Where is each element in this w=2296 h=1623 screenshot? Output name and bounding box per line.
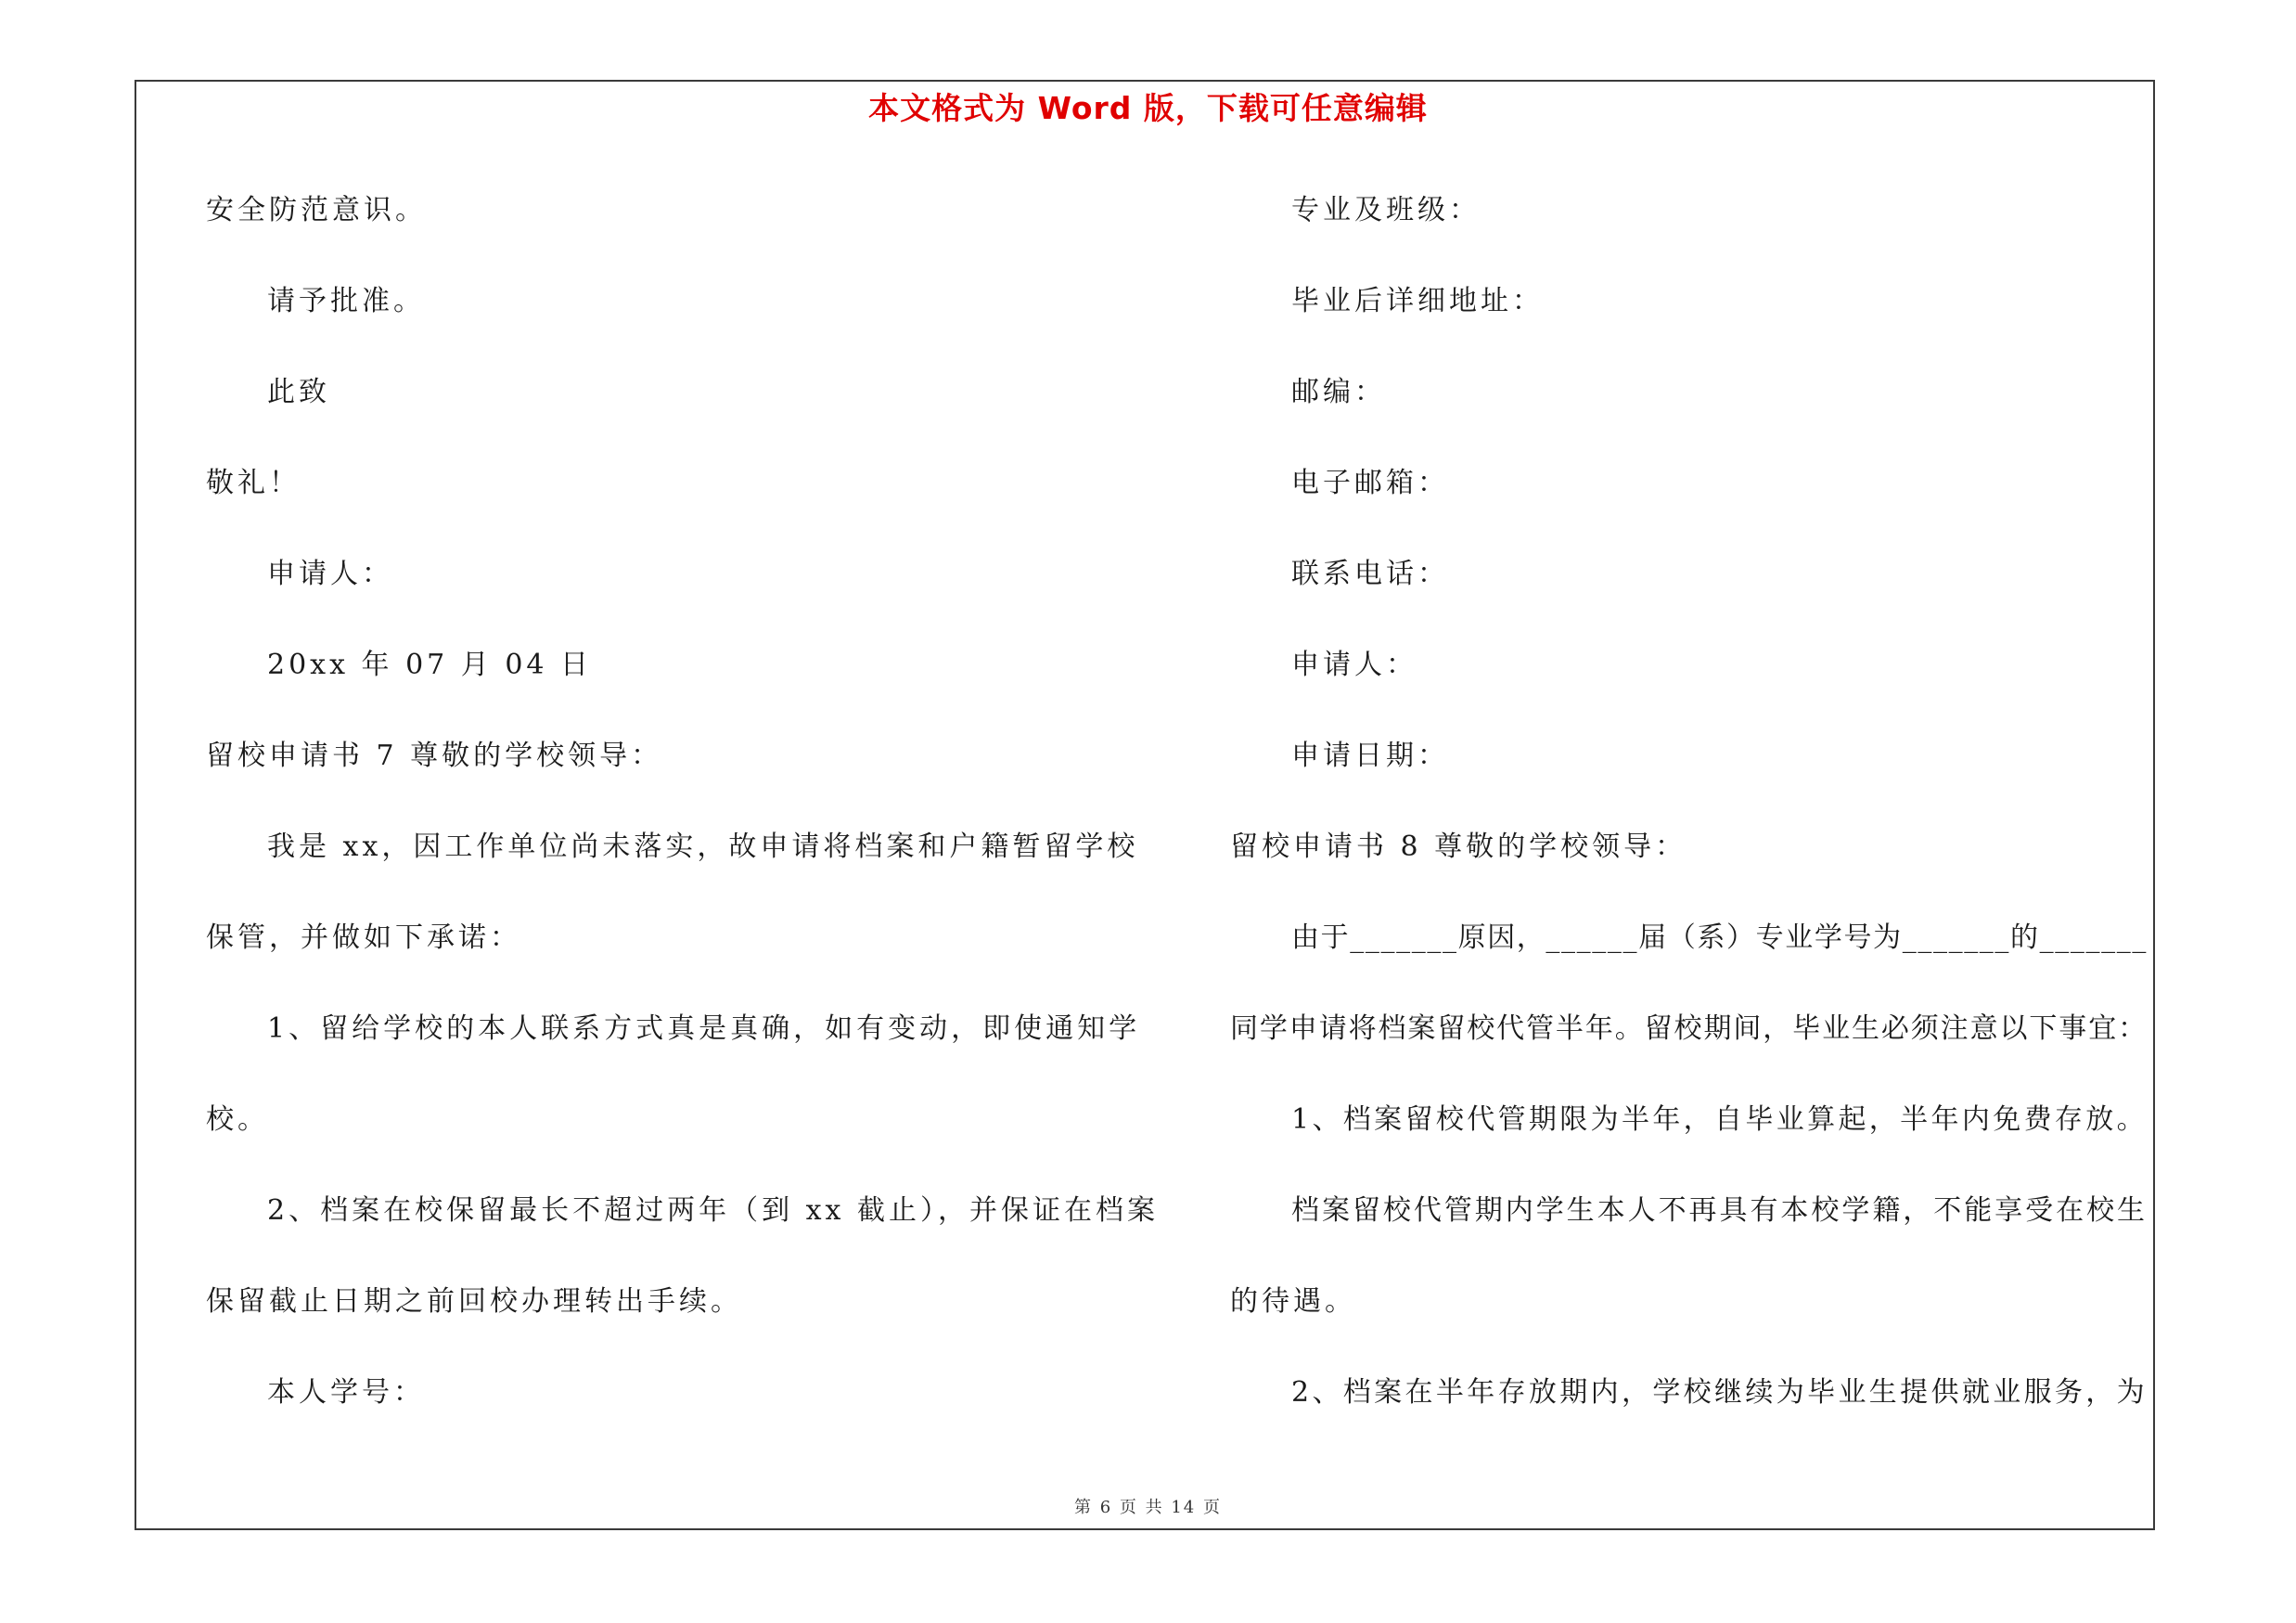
right-line-5: 联系电话： [1291, 558, 1449, 590]
right-line-9: 由于_______原因，______届（系）专业学号为_______的_______ [1291, 921, 2148, 954]
left-line-7: 留校申请书 7 尊敬的学校领导： [206, 740, 663, 772]
left-line-1: 安全防范意识。 [206, 194, 427, 226]
left-line-6: 20xx 年 07 月 04 日 [267, 649, 593, 681]
left-line-5: 申请人： [267, 558, 393, 590]
right-line-10: 同学申请将档案留校代管半年。留校期间，毕业生必须注意以下事宜： [1230, 1012, 2148, 1045]
page-number: 第 6 页 共 14 页 [1074, 1498, 1222, 1517]
right-line-8: 留校申请书 8 尊敬的学校领导： [1230, 831, 1687, 863]
right-line-14: 2、档案在半年存放期内，学校继续为毕业生提供就业服务，为 [1291, 1376, 2148, 1409]
right-line-11: 1、档案留校代管期限为半年，自毕业算起，半年内免费存放。 [1291, 1103, 2148, 1136]
left-line-10: 1、留给学校的本人联系方式真是真确，如有变动，即使通知学 [267, 1012, 1141, 1045]
right-line-7: 申请日期： [1291, 740, 1449, 772]
right-line-12: 档案留校代管期内学生本人不再具有本校学籍，不能享受在校生 [1291, 1194, 2148, 1227]
right-line-2: 毕业后详细地址： [1291, 285, 1544, 317]
right-line-13: 的待遇。 [1230, 1285, 1356, 1318]
right-line-6: 申请人： [1291, 649, 1417, 681]
right-line-3: 邮编： [1291, 376, 1386, 408]
left-line-4: 敬礼！ [206, 467, 301, 499]
format-banner: 本文格式为 Word 版，下载可任意编辑 [868, 90, 1428, 126]
left-line-8: 我是 xx，因工作单位尚未落实，故申请将档案和户籍暂留学校 [267, 831, 1139, 863]
left-line-14: 本人学号： [267, 1376, 425, 1409]
left-line-2: 请予批准。 [267, 285, 425, 317]
left-line-3: 此致 [267, 376, 330, 408]
left-line-13: 保留截止日期之前回校办理转出手续。 [206, 1285, 742, 1318]
left-line-12: 2、档案在校保留最长不超过两年（到 xx 截止），并保证在档案 [267, 1194, 1159, 1227]
left-line-9: 保管，并做如下承诺： [206, 921, 521, 954]
right-line-1: 专业及班级： [1291, 194, 1481, 226]
right-line-4: 电子邮箱： [1291, 467, 1449, 499]
left-line-11: 校。 [206, 1103, 269, 1136]
